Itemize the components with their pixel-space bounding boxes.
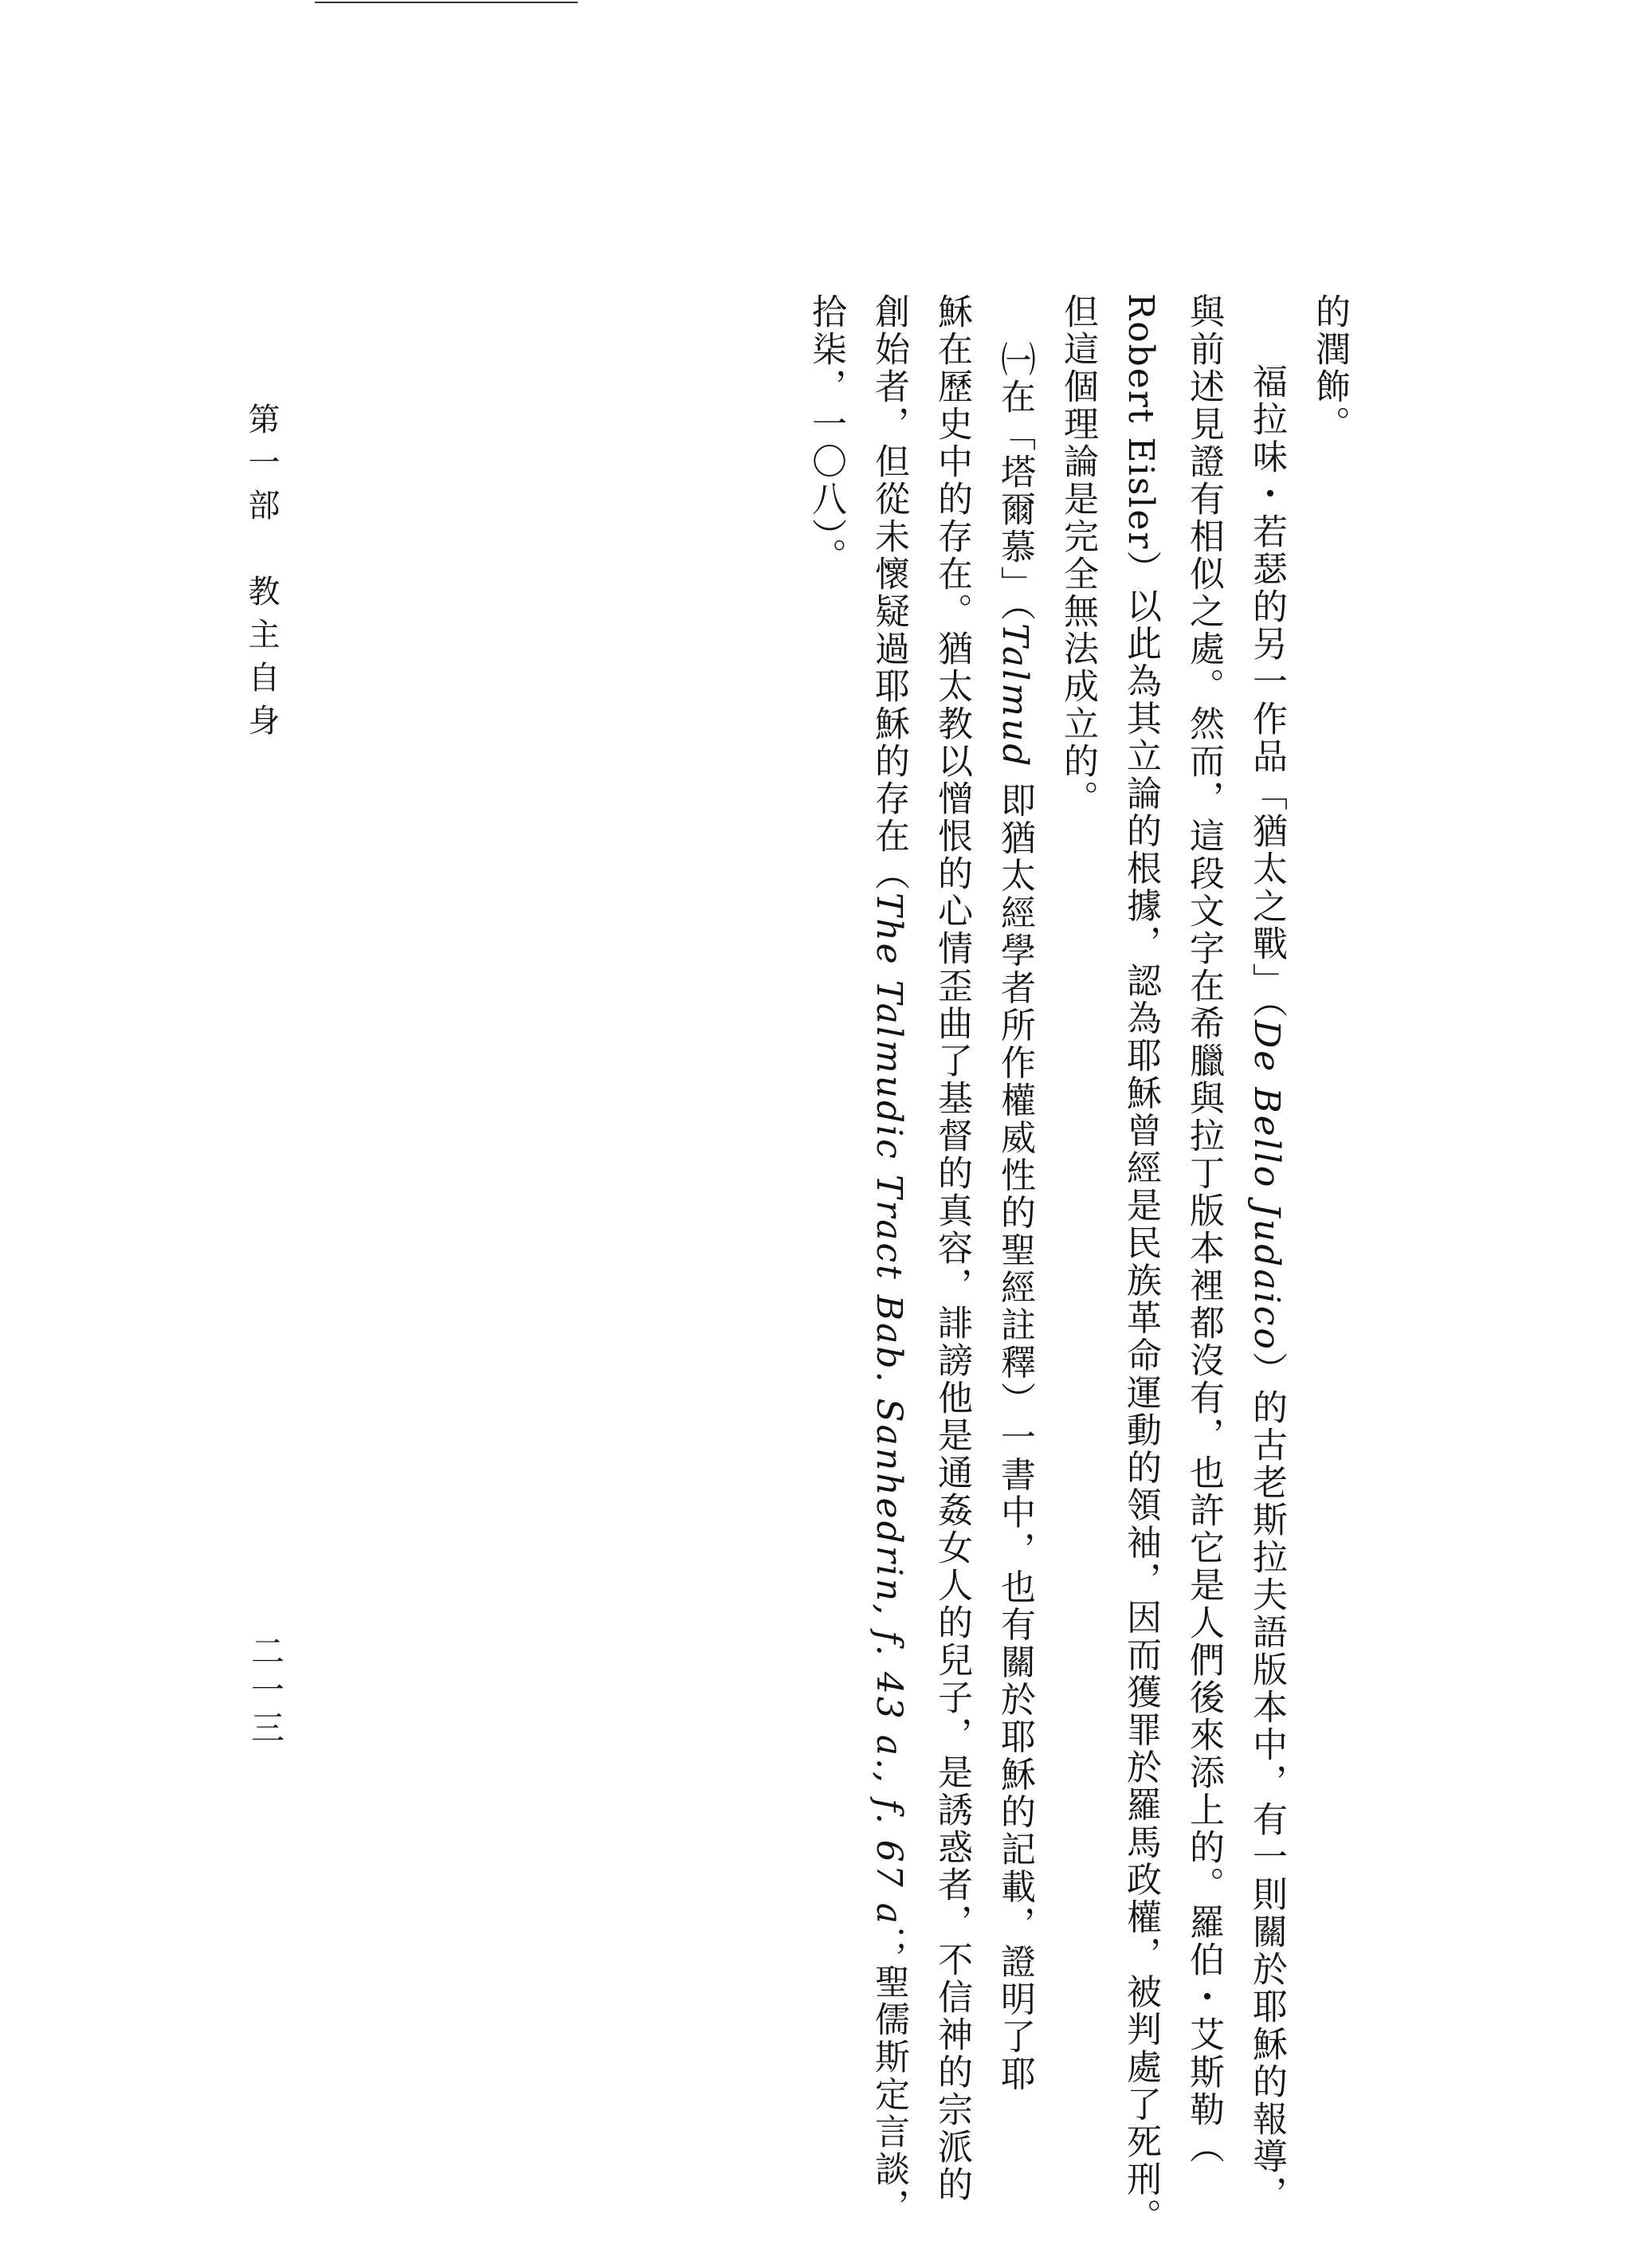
text-column-4	[1109, 293, 1172, 2236]
column-2-tail: ）的古老斯拉夫語版本中，有一則關於耶穌的報導，	[1246, 1351, 1287, 2213]
text-column-7: 穌在歷史中的存在。猶太教以憎恨的心情歪曲了基督的真容，誹謗他是通姦女人的兒子，是誘惑者，不信神的宗派的	[932, 293, 972, 2203]
text-column-9: 拾柒，一〇八）。	[806, 293, 846, 575]
text-column-6	[983, 293, 1046, 2126]
top-rule	[315, 2, 578, 3]
column-8-text-b: ；聖儒斯定言談，	[869, 1925, 909, 2226]
page-number: 二一三	[246, 1634, 285, 1748]
text-column-1: 的潤飾。	[1309, 293, 1350, 443]
latin-title-de-bello-judaico: De Bello Judaico	[1246, 1020, 1287, 1352]
column-6-text-b: 即猶太經學者所作權威性的聖經註釋）一書中，也有關於耶穌的記載，證明了耶	[994, 768, 1035, 2093]
column-6-text-a: 在「塔爾慕」（	[994, 379, 1035, 623]
note-number: ㈠	[994, 341, 1035, 379]
column-8-text-a: 創始者，但從未懷疑過耶穌的存在（	[869, 293, 909, 893]
latin-citation-talmudic-tract: The Talmudic Tract Bab. Sanhedrin, f. 43 a., f. 67 a	[869, 893, 909, 1926]
column-2-text: 福拉味・若瑟的另一作品「猶太之戰」（	[1246, 363, 1287, 1020]
text-column-8	[857, 293, 920, 2226]
latin-term-talmud: Talmud	[994, 623, 1035, 769]
latin-name-robert-eisler: Robert Eisler	[1120, 293, 1161, 551]
text-column-2	[1235, 293, 1298, 2213]
main-text-block	[794, 293, 1361, 2236]
text-column-3: 與前述見證有相似之處。然而，這段文字在希臘與拉丁版本裡都沒有，也許它是人們後來添上的。羅伯・艾斯勒（	[1183, 293, 1224, 2166]
text-column-5: 但這個理論是完全無法成立的。	[1057, 293, 1098, 818]
running-head: 第一部 教主自身	[243, 402, 280, 747]
column-4-text: ）以此為其立論的根據，認為耶穌曾經是民族革命運動的領袖，因而獲罪於羅馬政權，被判處了死刑。	[1120, 550, 1161, 2236]
